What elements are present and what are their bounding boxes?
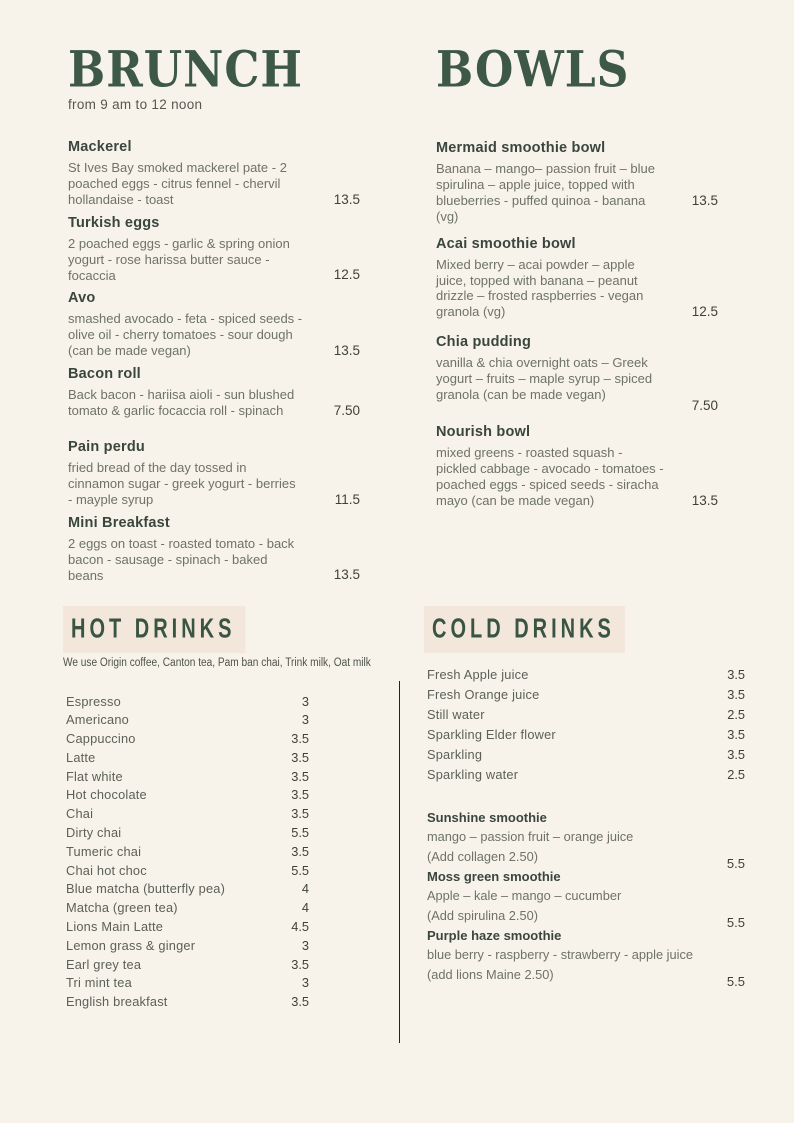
- smoothie-item: [427, 808, 745, 871]
- menu-item-desc: Mixed berry – acai powder – apple juice, topped with banana – peanut drizzle – frosted raspberries - vegan granola (vg): [436, 256, 644, 320]
- drink-name: Fresh Apple juice: [427, 666, 529, 682]
- column-divider: [399, 681, 400, 1043]
- smoothies-list: [424, 808, 745, 989]
- drink-price: 4: [301, 900, 309, 916]
- drink-price: 2.5: [727, 706, 745, 722]
- drink-row: [66, 863, 309, 882]
- drink-name: Chai hot choc: [66, 862, 147, 878]
- menu-item: [68, 290, 360, 359]
- brunch-subtitle: from 9 am to 12 noon: [68, 97, 203, 112]
- menu-item-desc: mixed greens - roasted squash - pickled cabbage - avocado - tomatoes - poached eggs - spiced seeds - siracha mayo (can be made vegan): [436, 444, 664, 508]
- drink-row: [66, 844, 309, 863]
- drink-name: Sparkling Elder flower: [427, 726, 556, 742]
- menu-item: [436, 424, 718, 509]
- menu-item-price: 13.5: [333, 343, 360, 359]
- menu-item-name: Bacon roll: [68, 366, 141, 383]
- menu-item: [68, 366, 360, 419]
- brunch-section: [68, 41, 360, 590]
- smoothie-price: 5.5: [726, 914, 745, 930]
- drink-row: [66, 919, 309, 938]
- menu-item-price: 12.5: [691, 304, 718, 320]
- drink-row: [66, 900, 309, 919]
- menu-item-desc: Back bacon - hariisa aioli - sun blushed tomato & garlic focaccia roll - spinach: [68, 387, 295, 419]
- drink-row: [66, 825, 309, 844]
- drink-price: 3.5: [291, 731, 309, 747]
- smoothie-price: 5.5: [726, 973, 745, 989]
- brunch-title: BRUNCH: [68, 41, 303, 99]
- smoothie-name: Moss green smoothie: [427, 868, 561, 884]
- drink-name: Cappuccino: [66, 731, 136, 747]
- menu-item: [68, 515, 360, 584]
- drink-name: Earl grey tea: [66, 956, 142, 972]
- drink-name: Sparkling water: [427, 766, 519, 782]
- menu-item-price: 12.5: [333, 267, 360, 283]
- menu-item-price: 13.5: [691, 492, 718, 508]
- smoothie-desc: mango – passion fruit – orange juice: [427, 829, 634, 845]
- menu-item-name: Turkish eggs: [68, 214, 160, 231]
- drink-price: 3.5: [727, 746, 745, 762]
- drink-name: Sparkling: [427, 746, 483, 762]
- smoothie-name: Purple haze smoothie: [427, 927, 562, 943]
- drink-row: [427, 687, 745, 707]
- smoothie-desc: Apple – kale – mango – cucumber: [427, 888, 622, 904]
- smoothie-desc: blue berry - raspberry - strawberry - apple juice: [427, 947, 693, 963]
- drink-row: [66, 957, 309, 976]
- drink-row: [66, 806, 309, 825]
- menu-item: [68, 439, 360, 508]
- drink-row: [427, 667, 745, 687]
- drink-price: 3.5: [727, 666, 745, 682]
- drink-price: 3.5: [291, 956, 309, 972]
- drink-price: 3: [301, 937, 309, 953]
- menu-item-price: 11.5: [334, 491, 360, 507]
- smoothie-item: [427, 867, 745, 930]
- hot-drinks-note: We use Origin coffee, Canton tea, Pam ban chai, Trink milk, Oat milk: [63, 656, 371, 669]
- drink-name: Chai: [66, 806, 94, 822]
- menu-item: [68, 215, 360, 284]
- menu-item-price: 13.5: [333, 191, 360, 207]
- menu-item-desc: 2 poached eggs - garlic & spring onion yogurt - rose harissa butter sauce - focaccia: [68, 235, 290, 283]
- menu-item-desc: 2 eggs on toast - roasted tomato - back bacon - sausage - spinach - baked beans: [68, 535, 295, 583]
- menu-item-name: Mermaid smoothie bowl: [436, 140, 606, 156]
- menu-item-name: Nourish bowl: [436, 423, 531, 440]
- drink-price: 5.5: [291, 825, 309, 841]
- drink-name: Tri mint tea: [66, 975, 132, 991]
- menu-item: [436, 236, 718, 321]
- drink-row: [66, 731, 309, 750]
- drink-price: 3.5: [291, 749, 309, 765]
- drink-row: [66, 881, 309, 900]
- hot-drinks-header: HOT DRINKS: [63, 606, 245, 652]
- cold-drinks-section: [424, 606, 745, 989]
- bowls-section: [436, 41, 718, 520]
- menu-item-name: Chia pudding: [436, 334, 532, 351]
- smoothie-price: 5.5: [726, 855, 745, 871]
- drink-row: [427, 747, 745, 767]
- smoothie-addon: (add lions Maine 2.50): [427, 967, 554, 983]
- drink-name: Lions Main Latte: [66, 919, 164, 935]
- drink-price: 3.5: [291, 843, 309, 859]
- hot-drinks-list: [63, 694, 309, 1014]
- drink-price: 3.5: [727, 686, 745, 702]
- menu-item-desc: smashed avocado - feta - spiced seeds - olive oil - cherry tomatoes - sour dough (can be made vegan): [68, 311, 303, 359]
- drink-price: 3: [301, 712, 309, 728]
- drink-price: 3.5: [291, 806, 309, 822]
- bowls-title: BOWLS: [436, 41, 630, 99]
- drink-name: Americano: [66, 712, 129, 728]
- drink-row: [427, 767, 745, 787]
- drink-row: [427, 707, 745, 727]
- menu-item-name: Mackerel: [68, 139, 132, 155]
- drink-name: Tumeric chai: [66, 843, 142, 859]
- menu-item-name: Avo: [68, 290, 96, 307]
- drink-name: Matcha (green tea): [66, 900, 178, 916]
- menu-item: [68, 139, 360, 208]
- drink-row: [66, 694, 309, 713]
- drink-price: 3: [301, 975, 309, 991]
- menu-item-name: Mini Breakfast: [68, 514, 170, 531]
- drink-name: Latte: [66, 749, 96, 765]
- drink-row: [66, 769, 309, 788]
- smoothie-item: [427, 926, 745, 989]
- menu-item: [436, 140, 718, 225]
- drink-row: [427, 727, 745, 747]
- drink-row: [66, 712, 309, 731]
- smoothie-name: Sunshine smoothie: [427, 809, 547, 825]
- drink-price: 3: [301, 693, 309, 709]
- drink-name: Espresso: [66, 693, 121, 709]
- cold-drinks-list: [424, 667, 745, 787]
- drink-name: Hot chocolate: [66, 787, 147, 803]
- drink-name: English breakfast: [66, 994, 168, 1010]
- drink-name: Flat white: [66, 768, 123, 784]
- menu-item: [436, 334, 718, 413]
- drink-row: [66, 750, 309, 769]
- brunch-items: [68, 139, 360, 583]
- drink-row: [66, 975, 309, 994]
- drink-price: 3.5: [727, 726, 745, 742]
- menu-item-price: 7.50: [691, 397, 718, 413]
- menu-item-desc: St Ives Bay smoked mackerel pate - 2 poached eggs - citrus fennel - chervil hollandaise - toast: [68, 160, 287, 207]
- drink-price: 5.5: [291, 862, 309, 878]
- cold-drinks-header: COLD DRINKS: [424, 606, 624, 652]
- drink-name: Blue matcha (butterfly pea): [66, 881, 226, 897]
- menu-item-price: 7.50: [333, 402, 360, 418]
- drink-price: 3.5: [291, 768, 309, 784]
- drink-price: 2.5: [727, 766, 745, 782]
- bowls-items: [436, 140, 718, 509]
- menu-item-name: Acai smoothie bowl: [436, 235, 576, 252]
- smoothie-addon: (Add collagen 2.50): [427, 848, 538, 864]
- menu-item-desc: fried bread of the day tossed in cinnamon sugar - greek yogurt - berries - mayple syrup: [68, 459, 296, 507]
- drink-price: 3.5: [291, 994, 309, 1010]
- menu-item-desc: vanilla & chia overnight oats – Greek yogurt – fruits – maple syrup – spiced granola (can be made vegan): [436, 355, 653, 403]
- drink-price: 4: [301, 881, 309, 897]
- drink-name: Fresh Orange juice: [427, 686, 540, 702]
- menu-item-desc: Banana – mango– passion fruit – blue spirulina – apple juice, topped with blueberries - puffed quinoa - banana (vg): [436, 161, 655, 224]
- smoothie-addon: (Add spirulina 2.50): [427, 908, 538, 924]
- menu-item-price: 13.5: [691, 192, 718, 208]
- drink-name: Dirty chai: [66, 825, 122, 841]
- menu-item-price: 13.5: [333, 567, 360, 583]
- hot-drinks-section: [63, 606, 408, 1013]
- drink-row: [66, 787, 309, 806]
- drink-name: Still water: [427, 706, 485, 722]
- drink-price: 3.5: [291, 787, 309, 803]
- drink-name: Lemon grass & ginger: [66, 937, 196, 953]
- drink-row: [66, 994, 309, 1013]
- menu-item-name: Pain perdu: [68, 438, 145, 455]
- drink-price: 4.5: [291, 919, 309, 935]
- drink-row: [66, 938, 309, 957]
